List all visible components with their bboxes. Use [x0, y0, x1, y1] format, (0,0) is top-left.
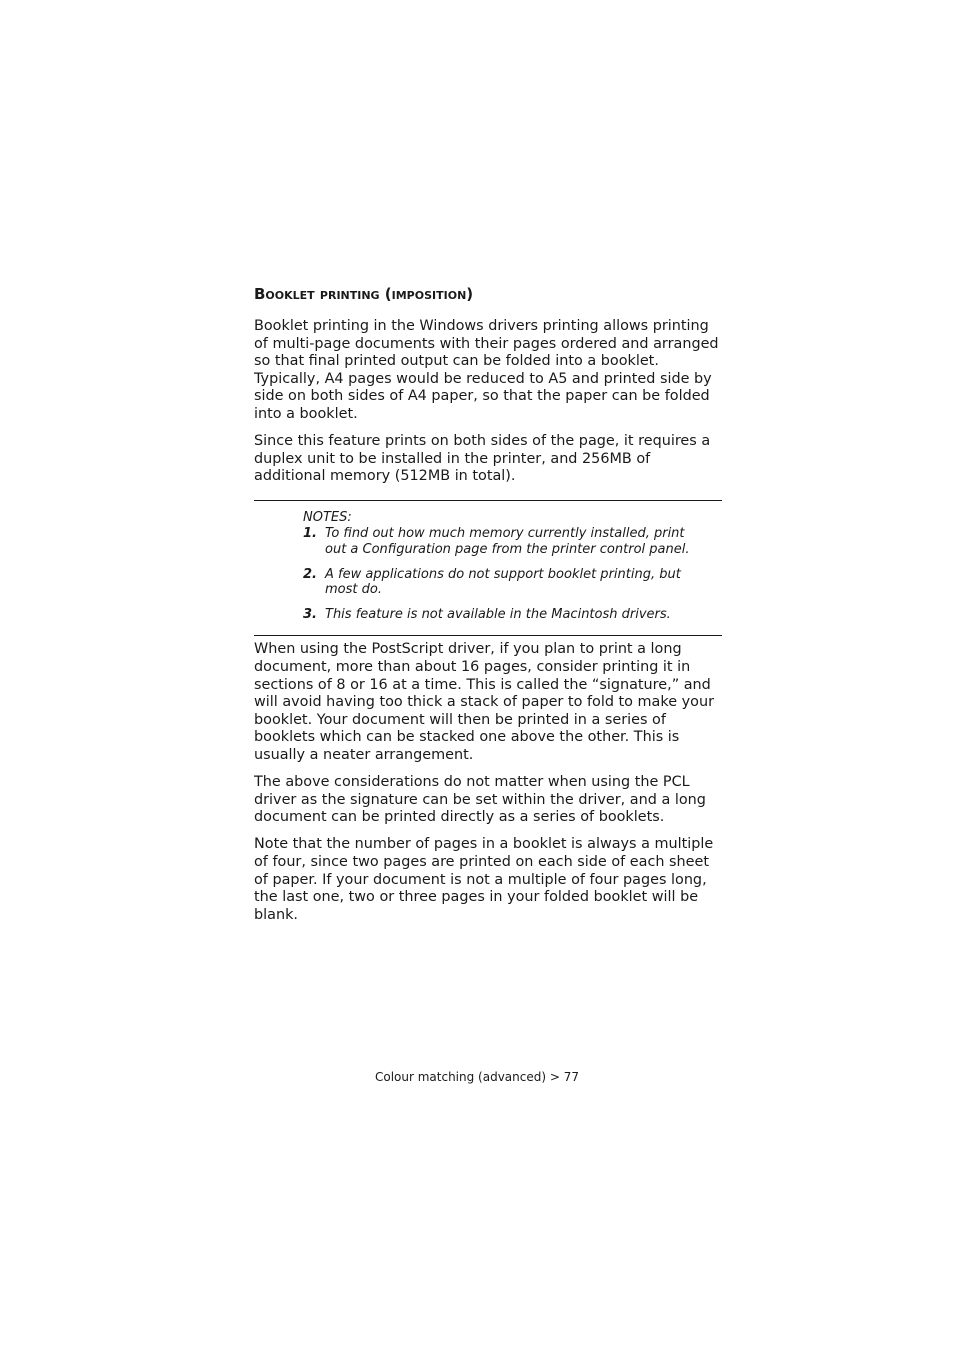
notes-title: NOTES:: [303, 509, 352, 525]
notes-bottom-rule: [254, 635, 722, 636]
note-text: To find out how much memory currently installed, print out a Configuration page from the printer control panel.: [325, 526, 690, 558]
intro-paragraph-1: Booklet printing in the Windows drivers printing allows printing of multi-page documents with their pages ordered and arranged so that final printed output can be folded into a booklet. Typically, A4 pages would be reduced to A5 and printed side by side on both sides of A4 paper, so that the paper can be folded into a booklet.: [254, 318, 719, 422]
page-content: [254, 283, 722, 934]
note-item: [303, 567, 722, 598]
note-text: This feature is not available in the Macintosh drivers.: [325, 606, 671, 622]
note-number: 2.: [303, 566, 317, 582]
section-heading: Booklet printing (imposition): [254, 285, 474, 303]
note-number: 1.: [303, 526, 317, 542]
note-number: 3.: [303, 606, 317, 622]
note-text: A few applications do not support booklet printing, but most do.: [325, 566, 681, 598]
body-paragraph-1: When using the PostScript driver, if you plan to print a long document, more than about 16 pages, consider printing it in sections of 8 or 16 at a time. This is called the “signature,” and will avoid having too thick a stack of paper to fold to make your booklet. Your document will then be printed in a series of booklets which can be stacked one above the other. This is usually a neater arrangement.: [254, 641, 714, 763]
body-paragraph-2: The above considerations do not matter when using the PCL driver as the signature can be set within the driver, and a long document can be printed directly as a series of booklets.: [254, 774, 706, 826]
note-item: [303, 607, 722, 623]
page-footer: Colour matching (advanced) > 77: [374, 1070, 580, 1084]
body-paragraph-3: Note that the number of pages in a booklet is always a multiple of four, since two pages are printed on each side of each sheet of paper. If your document is not a multiple of four pages long, the last one, two or three pages in your folded booklet will be blank.: [254, 836, 714, 923]
intro-paragraph-2: Since this feature prints on both sides of the page, it requires a duplex unit to be installed in the printer, and 256MB of additional memory (512MB in total).: [254, 433, 711, 485]
note-item: [303, 526, 722, 557]
notes-block: [254, 501, 722, 636]
